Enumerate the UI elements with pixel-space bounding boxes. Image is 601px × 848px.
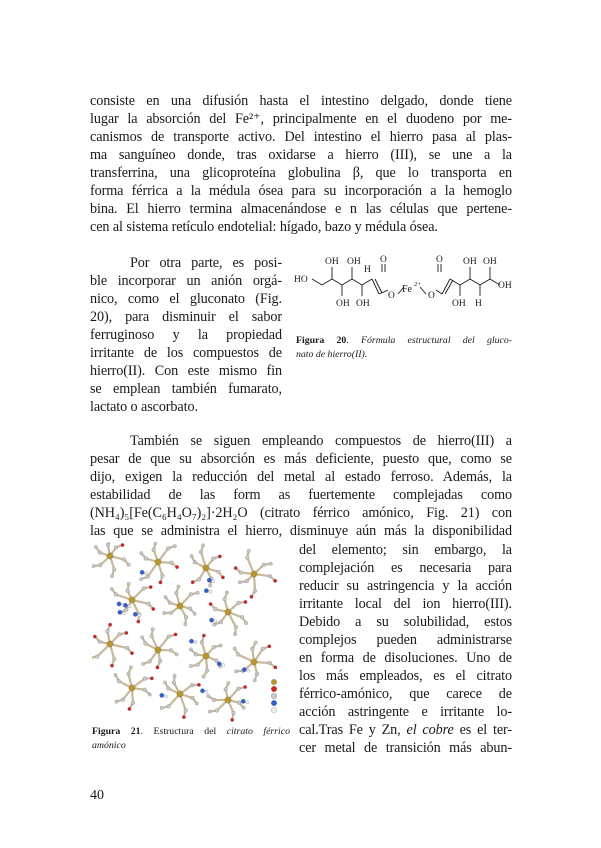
nitrogen-atom — [242, 667, 246, 671]
oxygen-atom — [110, 574, 113, 577]
carbon-atom — [142, 586, 146, 590]
text-line: complejación es necesaria para — [299, 560, 512, 576]
oxygen-atom — [191, 581, 194, 584]
carbon-atom — [126, 589, 130, 593]
carbon-atom — [234, 625, 238, 629]
carbon-atom — [112, 657, 116, 661]
carbon-atom — [188, 607, 192, 611]
atom-label: H — [475, 299, 482, 309]
hydrogen-atom — [214, 620, 217, 623]
text-line: los más empleados, es el citrato — [299, 668, 512, 684]
carbon-atom — [169, 648, 173, 652]
carbon-atom — [106, 543, 110, 547]
carbon-atom — [112, 568, 116, 572]
oxygen-atom — [273, 579, 276, 582]
figure-20-label: Figura 20 — [296, 335, 347, 346]
carbon-atom — [167, 687, 171, 691]
iron-atom — [203, 653, 209, 659]
figure-20-caption-text: nato de hierro(II). — [296, 349, 368, 360]
carbon-atom — [201, 544, 204, 547]
carbon-atom — [168, 601, 172, 605]
carbon-atom — [240, 615, 244, 619]
text-line: irritante local del ion hierro(III). — [299, 596, 512, 612]
nitrogen-atom — [123, 603, 127, 607]
oxygen-atom — [115, 700, 118, 703]
carbon-atom — [127, 563, 130, 566]
carbon-atom — [208, 710, 211, 713]
text-line: También se siguen empleando compuestos de hierro(III) a — [130, 433, 512, 449]
carbon-atom — [197, 577, 201, 581]
hydrogen-atom — [222, 663, 225, 666]
oxygen-atom — [213, 623, 216, 626]
carbon-atom — [205, 669, 209, 673]
hydrogen-atom — [164, 695, 167, 698]
carbon-atom — [140, 636, 143, 639]
text-line: forma férrica a la médula ósea para su incorporación a la hemoglo — [90, 183, 512, 199]
carbon-atom — [230, 718, 233, 721]
iron-atom — [177, 603, 183, 609]
text-line: 20), para disminuir el sabor — [90, 309, 282, 325]
atom-label: O — [436, 255, 443, 265]
text-line: pesar de que su absorción es más deficiente, puesto que, como se — [90, 451, 512, 467]
oxygen-atom — [151, 628, 154, 631]
carbon-atom — [237, 601, 241, 605]
text-line: consiste en una difusión hasta el intestino delgado, donde tiene — [90, 93, 512, 109]
atom-label: H — [364, 265, 371, 275]
carbon-atom — [158, 659, 162, 663]
carbon-atom — [162, 611, 165, 614]
carbon-atom — [193, 560, 197, 564]
carbon-atom — [143, 677, 147, 681]
carbon-atom — [200, 640, 204, 644]
carbon-atom — [268, 661, 272, 665]
carbon-atom — [164, 595, 167, 598]
text-line — [299, 721, 512, 739]
text-line: hierro(II). Con este mismo fin — [90, 363, 282, 379]
text-line: reducir su astringencia y la acción — [299, 578, 512, 594]
carbon-atom — [150, 634, 154, 638]
atom-label: O — [428, 291, 435, 301]
nitrogen-atom — [189, 639, 193, 643]
text-line: (NH₄)₅[Fe(C₆H₄O₇)₂]·2H₂O (citrato férrico amónico, Fig. 21) con — [90, 505, 512, 521]
carbon-atom — [218, 555, 221, 558]
carbon-atom — [169, 611, 173, 615]
atom-label: HO — [294, 275, 308, 285]
carbon-atom — [152, 548, 156, 552]
iron-atom — [155, 559, 161, 565]
oxygen-atom — [221, 576, 224, 579]
carbon-atom — [213, 607, 217, 611]
carbon-atom — [156, 666, 159, 669]
oxygen-atom — [209, 602, 212, 605]
ferric-ammonium-citrate-structure-figure — [92, 542, 292, 722]
nitrogen-atom — [117, 602, 121, 606]
carbon-atom — [190, 554, 193, 557]
carbon-atom — [236, 653, 240, 657]
nitrogen-atom — [207, 578, 211, 582]
carbon-atom — [219, 620, 223, 624]
carbon-atom — [223, 597, 227, 601]
oxygen-atom — [173, 674, 176, 677]
carbon-atom — [146, 575, 150, 579]
iron-atom — [251, 659, 257, 665]
oxygen-atom — [110, 587, 113, 590]
carbon-atom — [175, 565, 178, 568]
carbon-atom — [125, 646, 129, 650]
text-line: Debido a su solubilidad, estos — [299, 614, 512, 630]
figure-20-caption-text: . Fórmula estructural del gluco- — [346, 335, 513, 346]
carbon-atom — [244, 621, 247, 624]
text-line: del elemento; sin embargo, la — [299, 542, 512, 558]
oxygen-atom — [128, 707, 131, 710]
carbon-atom — [208, 584, 211, 587]
carbon-atom — [106, 629, 110, 633]
atom-label: OH — [452, 299, 466, 309]
text-line: las que se administra el hierro, disminuye aún más la disponibilidad — [90, 523, 512, 539]
carbon-atom — [170, 561, 174, 565]
iron-atom — [155, 647, 161, 653]
carbon-atom — [117, 679, 121, 683]
carbon-atom — [152, 607, 155, 610]
carbon-atom — [114, 673, 117, 676]
atom-label: OH — [336, 299, 350, 309]
carbon-atom — [268, 574, 272, 578]
carbon-atom — [242, 706, 245, 709]
carbon-atom — [194, 652, 198, 656]
carbon-atom — [247, 549, 250, 552]
text-line: lugar la absorción del Fe²⁺, principalmente en el duodeno por me- — [90, 111, 512, 127]
carbon-atom — [236, 687, 240, 691]
carbon-atom — [274, 666, 277, 669]
carbon-atom — [245, 579, 249, 583]
carbon-atom — [190, 683, 194, 687]
figure-21-caption-text: . Estructura del — [140, 726, 227, 737]
carbon-atom — [202, 634, 205, 637]
carbon-atom — [224, 688, 228, 692]
text-line: acción astringente e irritante lo- — [299, 704, 512, 720]
oxygen-atom — [93, 635, 96, 638]
carbon-atom — [255, 672, 259, 676]
hydrogen-atom — [205, 690, 208, 693]
nitrogen-atom — [133, 612, 137, 616]
carbon-atom — [253, 589, 257, 593]
iron-atom — [107, 553, 113, 559]
carbon-atom — [212, 645, 216, 649]
oxygen-atom — [177, 585, 180, 588]
carbon-atom — [211, 557, 215, 561]
carbon-atom — [173, 544, 176, 547]
carbon-atom — [262, 563, 266, 567]
text-line: transferrina, una glicoproteína globulina β, que lo transporta en — [90, 165, 512, 181]
carbon-atom — [217, 570, 221, 574]
carbon-atom — [245, 556, 249, 560]
atom-label: OH — [356, 299, 370, 309]
carbon-atom — [144, 557, 148, 561]
hydrogen-atom — [122, 612, 125, 615]
oxygen-atom — [225, 591, 228, 594]
carbon-atom — [144, 642, 148, 646]
carbon-atom — [95, 655, 99, 659]
carbon-atom — [202, 675, 205, 678]
carbon-atom — [184, 709, 188, 713]
iron-atom — [251, 571, 257, 577]
oxygen-atom — [233, 647, 236, 650]
oxygen-atom — [150, 677, 153, 680]
hydrogen-atom — [128, 605, 131, 608]
text-span: cal.Tras Fe y Zn, — [299, 722, 407, 738]
carbon-atom — [193, 612, 196, 615]
carbon-atom — [195, 702, 198, 705]
oxygen-atom — [108, 623, 111, 626]
oxygen-atom — [244, 600, 247, 603]
carbon-atom — [143, 688, 147, 692]
hydrogen-atom — [194, 641, 197, 644]
iron-atom — [129, 597, 135, 603]
oxygen-atom — [189, 664, 192, 667]
carbon-atom — [254, 641, 257, 644]
hydrogen-atom — [247, 669, 250, 672]
carbon-atom — [253, 679, 256, 682]
legend-atom — [271, 700, 277, 706]
atom-label: O — [388, 291, 395, 301]
text-line: nico, como el gluconato (Fig. — [90, 291, 282, 307]
carbon-atom — [131, 701, 135, 705]
figure-21-caption — [92, 725, 290, 739]
carbon-atom — [215, 709, 219, 713]
carbon-atom — [127, 582, 130, 585]
nitrogen-atom — [140, 570, 144, 574]
carbon-atom — [172, 681, 176, 685]
carbon-atom — [191, 696, 195, 700]
carbon-atom — [174, 591, 178, 595]
carbon-atom — [199, 550, 203, 554]
hydrogen-atom — [209, 590, 212, 593]
figure-21-caption-italic: citrato férrico — [226, 726, 291, 737]
iron-gluconate-structure-figure — [292, 250, 514, 326]
carbon-atom — [160, 706, 163, 709]
nitrogen-atom — [204, 588, 208, 592]
carbon-atom — [212, 698, 216, 702]
carbon-atom — [232, 711, 236, 715]
carbon-atom — [219, 644, 222, 647]
text-line: en forma de disoluciones. Uno de — [299, 650, 512, 666]
carbon-atom — [147, 602, 151, 606]
figure-21-caption-italic: amónico — [92, 740, 126, 751]
carbon-atom — [129, 666, 132, 669]
carbon-atom — [189, 592, 193, 596]
oxygen-atom — [110, 664, 113, 667]
oxygen-atom — [234, 670, 237, 673]
carbon-atom — [215, 659, 219, 663]
text-line: ferruginoso y la propiedad — [90, 327, 282, 343]
iron-atom — [225, 697, 231, 703]
text-span: es el ter- — [453, 722, 512, 738]
iron-atom — [203, 565, 209, 571]
carbon-atom — [140, 577, 143, 580]
iron-atom — [107, 641, 113, 647]
figure-20-caption — [296, 334, 512, 348]
iron-atom — [177, 691, 183, 697]
iron-charge-label: 2+ — [414, 281, 421, 288]
carbon-atom — [94, 545, 97, 548]
figure-20-caption-cont — [296, 348, 512, 362]
carbon-atom — [174, 633, 177, 636]
oxygen-atom — [140, 552, 143, 555]
legend-atom — [271, 679, 277, 685]
iron-atom — [225, 609, 231, 615]
atom-label: OH — [347, 257, 361, 267]
carbon-atom — [124, 608, 128, 612]
carbon-atom — [237, 701, 241, 705]
text-line: irritante de los compuestos de — [90, 345, 282, 361]
carbon-atom — [197, 683, 200, 686]
carbon-atom — [184, 615, 188, 619]
hydrogen-atom — [144, 572, 147, 575]
oxygen-atom — [243, 685, 246, 688]
atom-label: O — [380, 255, 387, 265]
iron-atom — [129, 685, 135, 691]
text-line: dijo, exigen la reducción del metal al estado ferroso. Además, la — [90, 469, 512, 485]
nitrogen-atom — [241, 699, 245, 703]
figure-21-caption-cont — [92, 739, 290, 753]
nitrogen-atom — [200, 689, 204, 693]
carbon-atom — [121, 698, 125, 702]
carbon-atom — [196, 663, 200, 667]
carbon-atom — [122, 558, 126, 562]
oxygen-atom — [182, 715, 185, 718]
carbon-atom — [118, 632, 122, 636]
carbon-atom — [148, 693, 151, 696]
nitrogen-atom — [217, 662, 221, 666]
text-line: canismos de transporte activo. Del intestino el hierro pasa al plas- — [90, 129, 512, 145]
atom-label: OH — [463, 257, 477, 267]
carbon-atom — [127, 672, 131, 676]
carbon-atom — [166, 546, 170, 550]
carbon-atom — [141, 662, 144, 665]
carbon-atom — [148, 660, 152, 664]
iron-atom-label: Fe — [402, 284, 412, 295]
text-line: ma sanguíneo donde, tras oxidarse a hierro (III), se une a la — [90, 147, 512, 163]
page-number: 40 — [90, 788, 104, 803]
legend-atom — [271, 686, 277, 692]
oxygen-atom — [154, 542, 157, 545]
legend-atom — [271, 693, 277, 699]
nitrogen-atom — [209, 618, 213, 622]
carbon-atom — [163, 681, 166, 684]
carbon-atom — [167, 635, 171, 639]
carbon-atom — [167, 704, 171, 708]
carbon-atom — [261, 647, 265, 651]
atom-label: OH — [325, 257, 339, 267]
carbon-atom — [114, 546, 118, 550]
carbon-atom — [114, 593, 118, 597]
nitrogen-atom — [160, 693, 164, 697]
atom-label: OH — [498, 281, 512, 291]
text-line: lactato o ascorbato. — [90, 399, 198, 415]
text-line: Por otra parte, es posi- — [130, 255, 282, 271]
carbon-atom — [227, 681, 230, 684]
carbon-atom — [161, 574, 165, 578]
oxygen-atom — [189, 648, 192, 651]
carbon-atom — [159, 581, 162, 584]
oxygen-atom — [269, 562, 272, 565]
carbon-atom — [239, 571, 243, 575]
carbon-atom — [149, 585, 152, 588]
nitrogen-atom — [118, 610, 122, 614]
carbon-atom — [98, 563, 102, 567]
text-line: se emplean también fumarato, — [90, 381, 282, 397]
text-line: complejos pueden administrarse — [299, 632, 512, 648]
oxygen-atom — [121, 543, 124, 546]
figure-21-label: Figura 21 — [92, 726, 141, 737]
oxygen-atom — [196, 591, 199, 594]
oxygen-atom — [175, 653, 178, 656]
text-line: cer metal de transición más abun- — [299, 740, 512, 756]
text-line: bina. El hierro termina almacenándose e n las células que pertene- — [90, 201, 512, 217]
hydrogen-atom — [212, 580, 215, 583]
emphasis-copper: el cobre — [406, 722, 454, 738]
oxygen-atom — [92, 564, 95, 567]
oxygen-atom — [268, 645, 271, 648]
legend-atom — [271, 707, 277, 713]
text-line: ble incorporar un anión orgá- — [90, 273, 282, 289]
carbon-atom — [238, 581, 241, 584]
oxygen-atom — [250, 595, 253, 598]
carbon-atom — [130, 651, 133, 654]
text-line: cen al sistema retículo endotelial: hígado, bazo y médula ósea. — [90, 219, 438, 235]
carbon-atom — [98, 640, 102, 644]
carbon-atom — [233, 632, 236, 635]
oxygen-atom — [125, 631, 128, 634]
carbon-atom — [137, 620, 140, 623]
oxygen-atom — [234, 566, 237, 569]
carbon-atom — [250, 647, 254, 651]
atom-label: OH — [483, 257, 497, 267]
hydrogen-atom — [138, 614, 141, 617]
carbon-atom — [207, 694, 210, 697]
text-line: estabilidad de las form as fuertemente complejadas como — [90, 487, 512, 503]
carbon-atom — [98, 551, 102, 555]
hydrogen-atom — [246, 701, 249, 704]
text-line: férrico-amónico, que carece de — [299, 686, 512, 702]
carbon-atom — [184, 623, 187, 626]
